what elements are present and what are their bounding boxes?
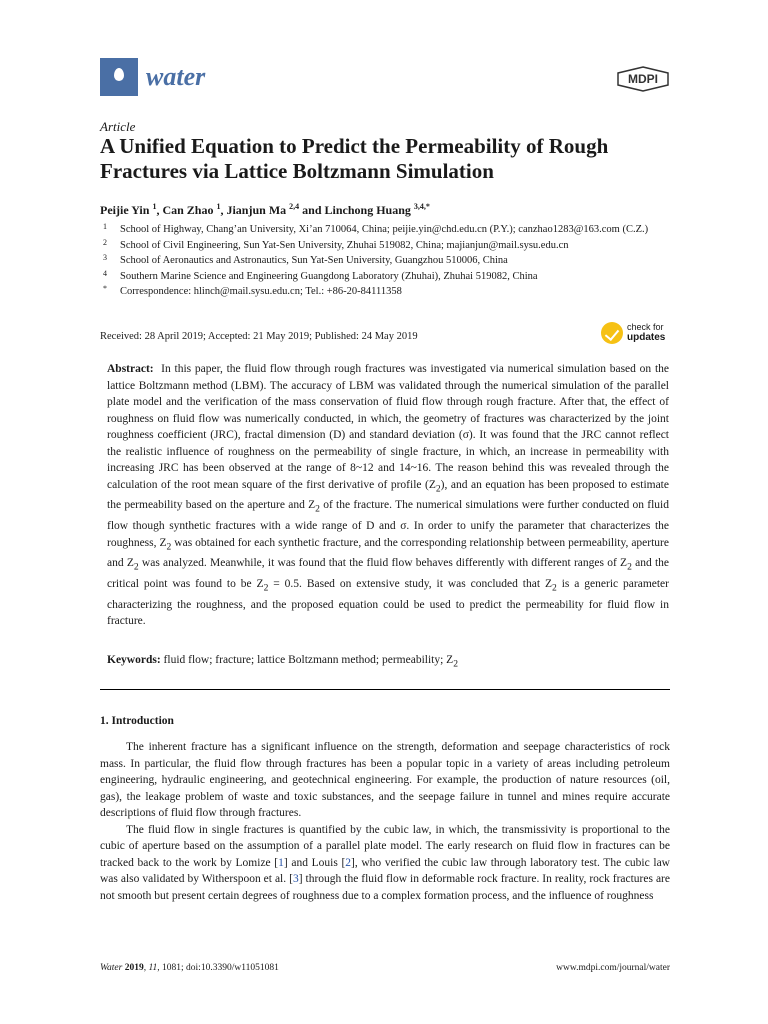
correspondence: * Correspondence: hlinch@mail.sysu.edu.cn; Tel.: +86-20-84111358	[103, 284, 402, 297]
affiliation-item: 4 Southern Marine Science and Engineering Guangdong Laboratory (Zhuhai), Zhuhai 519082, China	[103, 268, 538, 282]
author-name: Peijie Yin	[100, 203, 150, 217]
abstract-label: Abstract:	[107, 363, 154, 375]
citation-link[interactable]: 3	[292, 873, 299, 885]
keywords-label: Keywords:	[107, 654, 161, 666]
affiliation-item: 1 School of Highway, Chang’an University, Xi’an 710064, China; peijie.yin@chd.edu.cn (P.Y.); canzhao1283@163.com (C.Z.)	[103, 222, 649, 235]
keywords: Keywords: fluid flow; fracture; lattice Boltzmann method; permeability; $Z_2$	[107, 654, 458, 670]
affiliations	[100, 222, 670, 300]
affiliation-item: 2 School of Civil Engineering, Sun Yat-Sen University, Zhuhai 519082, China; majianjun@mail.sysu.edu.cn	[103, 237, 569, 251]
check-icon	[601, 322, 623, 344]
citation-link[interactable]: 2	[345, 856, 352, 869]
abstract: Abstract: In this paper, the fluid flow through rough fractures was investigated via numerical simulation based on the lattice Boltzmann method (LBM). The accuracy of LBM was validated through the numerical simulation of the parallel plate model and the verification of the mass conservation of fluid flow through rough fracture. After that, the effect of roughness on fluid flow was numerically conducted, in which, the geometry of fractures was characterized by the joint roughness coefficient (JRC), fractal dimension (D) and standard deviation (σ). It was found that the JRC cannot reflect the realistic influence of roughness on the permeability of single fracture, in which, an increase in permeability with increasing JRC has been observed at the range of 8~12 and 14~16. The reason behind this was revealed through the calculation of the root mean square of the first derivative of profile $(Z_2)$, and an equation has been proposed to estimate the permeability based on the aperture and $Z_2$ of the fracture. The numerical simulations were further conducted on fluid flow though synthetic fractures with a wide range of D and σ. In order to unify the parameter that characterizes the roughness, $Z_2$ was obtained for each synthetic fracture, and the corresponding relationship between permeability, aperture and $Z_2$ was analyzed. Meanwhile, it was found that the fluid flow behaves differently with different ranges of $Z_2$ and the critical point was found to be $Z_2 = 0.5$. Based on extensive study, it was concluded that $Z_2$ is a generic parameter characterizing the roughness, and the proposed equation could be used to predict the permeability for fluid flow in fracture.	[107, 363, 670, 628]
paragraph: The inherent fracture has a significant influence on the strength, deformation and seepage characteristics of rock mass. In particular, the fluid flow through fractures has been a popular topic in a variety of areas including petroleum engineering, hydraulic engineering, and geotechnical engineering. For example, the production of nature resources (oil, gas), the leakage problem of waste and toxic substances, and the seepage failure in tunnel and mines require accurate descriptions of fluid flow through fractures.	[100, 741, 670, 819]
publisher-name: MDPI	[628, 72, 658, 86]
affiliation-item: 3 School of Aeronautics and Astronautics, Sun Yat-Sen University, Guangzhou 510006, China	[103, 253, 508, 266]
author-list: Peijie Yin $^1$, Can Zhao $^1$, Jianjun Ma $^{2,4}$ and Linchong Huang $^{3,4,*}$	[100, 202, 430, 217]
journal-header	[100, 58, 670, 98]
footer-url[interactable]: www.mdpi.com/journal/water	[556, 963, 670, 973]
journal-name: water	[146, 62, 206, 91]
divider	[100, 689, 670, 690]
publication-dates: Received: 28 April 2019; Accepted: 21 May 2019; Published: 24 May 2019	[100, 331, 418, 342]
paragraph: The fluid flow in single fractures is quantified by the cubic law, in which, the transmissivity is proportional to the cubic of aperture based on the assumption of a parallel plate model. The early research on fluid flow in fractures can be tracked back to the work by Lomize [1] and Louis [2], who verified the cubic law through laboratory test. The cubic law was also validated by Witherspoon et al. [3] through the fluid flow in deformable rock fracture. In reality, rock fractures are not smooth but present certain degrees of roughness due to a complex formation process, and the influence of roughness	[100, 823, 670, 902]
author-affil-mark: 2,4	[289, 202, 300, 211]
author-name: Can Zhao	[162, 203, 214, 217]
author-name: Linchong Huang	[324, 203, 411, 217]
author-affil-mark: 1	[216, 202, 221, 211]
citation-link[interactable]: 1	[278, 856, 284, 869]
water-logo-icon	[100, 58, 138, 96]
footer-citation: Water 2019, 11, 1081; doi:10.3390/w11051081	[100, 963, 279, 973]
author-affil-mark: 3,4,*	[413, 202, 430, 211]
introduction-body	[100, 739, 670, 904]
author-affil-mark: 1	[152, 202, 157, 211]
check-for-updates-badge[interactable]: check for updates	[601, 320, 671, 346]
mdpi-logo-icon	[616, 66, 670, 92]
article-type: Article	[100, 119, 136, 134]
section-heading: 1. Introduction	[100, 715, 174, 727]
paper-title: A Unified Equation to Predict the Permeability of Rough Fractures via Lattice Boltzmann Simulation	[100, 134, 609, 183]
author-name: Jianjun Ma	[226, 203, 287, 217]
